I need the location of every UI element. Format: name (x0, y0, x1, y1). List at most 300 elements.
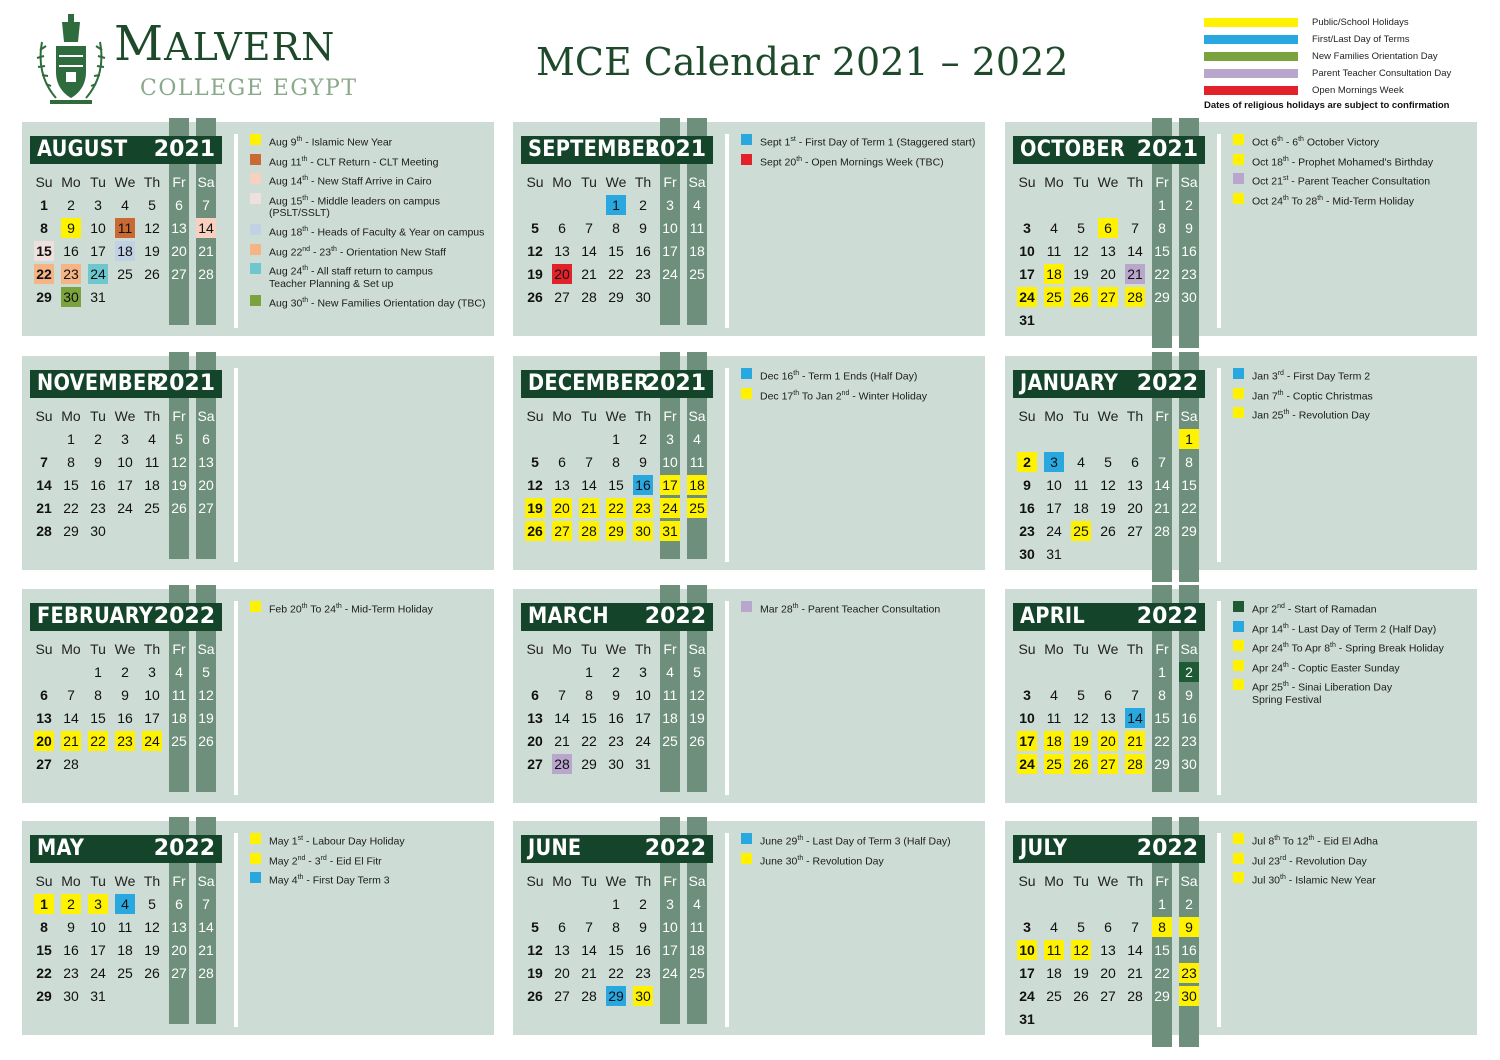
month-name: NOVEMBER (37, 371, 162, 396)
day-cell: 16 (90, 477, 106, 493)
day-cell: 27 (1098, 754, 1118, 774)
month-panel-july (1005, 821, 1477, 1035)
day-cell: 24 (142, 731, 162, 751)
weekday-label: Th (143, 174, 161, 190)
panel-divider (725, 601, 729, 795)
day-cell: 5 (1104, 454, 1112, 470)
day-cell: 1 (1158, 664, 1166, 680)
day-cell: 8 (40, 220, 48, 236)
weekday-label: Su (35, 408, 53, 424)
month-header (521, 603, 713, 631)
panel-divider (1217, 134, 1221, 328)
weekday-label: Mo (552, 873, 572, 889)
month-year: 2022 (1136, 836, 1198, 861)
weekday-label: Mo (61, 408, 81, 424)
day-cell: 28 (1154, 523, 1170, 539)
legend-swatch (1204, 69, 1298, 78)
day-cell: 14 (1127, 942, 1143, 958)
day-cell: 23 (63, 965, 79, 981)
day-cell: 30 (61, 287, 81, 307)
weekday-label: Su (526, 408, 544, 424)
event-text: Oct 24th To 28th - Mid-Term Holiday (1252, 194, 1415, 207)
weekday-label: We (114, 641, 136, 657)
day-cell: 2 (1185, 197, 1193, 213)
event-swatch (1233, 154, 1244, 165)
day-cell: 13 (554, 243, 570, 259)
day-cell: 23 (90, 500, 106, 516)
event-item (741, 388, 977, 403)
day-cell: 5 (1077, 919, 1085, 935)
day-cell: 31 (90, 289, 106, 305)
day-cell: 31 (90, 988, 106, 1004)
day-cell: 8 (612, 220, 620, 236)
day-cell: 11 (1046, 710, 1062, 726)
month-year: 2022 (1136, 604, 1198, 629)
legend-item (1204, 48, 1494, 65)
month-panel-november (22, 356, 494, 570)
day-cell: 26 (198, 733, 214, 749)
day-cell: 13 (1100, 942, 1116, 958)
day-cell: 21 (581, 266, 597, 282)
event-text: Oct 6th - 6th October Victory (1252, 136, 1380, 149)
weekday-label: Mo (1044, 873, 1064, 889)
month-header (521, 136, 713, 164)
day-cell: 19 (525, 498, 545, 518)
weekday-label: We (1097, 641, 1119, 657)
day-cell: 23 (1179, 963, 1199, 983)
event-item (1233, 601, 1469, 616)
day-cell: 18 (689, 942, 705, 958)
weekday-label: Sa (688, 873, 706, 889)
weekday-label: Mo (552, 174, 572, 190)
day-cell: 13 (171, 919, 187, 935)
weekday-label: Th (634, 873, 652, 889)
day-cell: 25 (1046, 988, 1062, 1004)
day-cell: 22 (88, 731, 108, 751)
event-item (1233, 640, 1469, 655)
day-cell: 10 (1017, 940, 1037, 960)
month-year: 2021 (644, 371, 706, 396)
day-cell: 20 (552, 498, 572, 518)
weekday-label: We (114, 408, 136, 424)
day-cell: 27 (198, 500, 214, 516)
day-cell: 3 (666, 431, 674, 447)
month-year: 2022 (644, 836, 706, 861)
day-cell: 9 (639, 220, 647, 236)
panel-divider (725, 833, 729, 1027)
day-cell: 11 (689, 220, 705, 236)
day-cell: 23 (115, 731, 135, 751)
day-cell: 17 (1019, 965, 1035, 981)
day-cell: 11 (171, 687, 187, 703)
day-cell: 19 (1073, 266, 1089, 282)
event-swatch (250, 244, 261, 255)
weekday-label: Mo (1044, 174, 1064, 190)
day-cell: 20 (1100, 965, 1116, 981)
day-cell: 21 (198, 942, 214, 958)
day-cell: 25 (171, 733, 187, 749)
event-swatch (250, 193, 261, 204)
day-cell: 18 (689, 243, 705, 259)
day-cell: 12 (527, 942, 543, 958)
day-cell: 6 (175, 197, 183, 213)
panel-divider (234, 134, 238, 328)
month-name: FEBRUARY (37, 604, 154, 629)
day-cell: 10 (1019, 710, 1035, 726)
day-cell: 9 (67, 919, 75, 935)
day-cell: 30 (1181, 289, 1197, 305)
day-cell: 22 (36, 965, 52, 981)
month-header (521, 370, 713, 398)
day-cell: 21 (36, 500, 52, 516)
day-cell: 7 (67, 687, 75, 703)
day-cell: 18 (144, 477, 160, 493)
day-cell: 9 (121, 687, 129, 703)
day-cell: 17 (144, 710, 160, 726)
day-cell: 29 (63, 523, 79, 539)
panel-divider (1217, 833, 1221, 1027)
event-list (250, 134, 486, 314)
weekday-label: Fr (663, 873, 677, 889)
weekday-label: Mo (1044, 641, 1064, 657)
month-header (521, 835, 713, 863)
legend-label: Public/School Holidays (1312, 17, 1409, 28)
day-cell: 22 (606, 498, 626, 518)
legend-item (1204, 31, 1494, 48)
day-cell: 20 (552, 264, 572, 284)
panel-divider (234, 601, 238, 795)
event-list (1233, 368, 1469, 427)
event-swatch (1233, 601, 1244, 612)
legend-item (1204, 14, 1494, 31)
day-cell: 13 (1127, 477, 1143, 493)
month-header (1013, 603, 1205, 631)
weekday-label: Sa (1180, 641, 1198, 657)
day-cell: 8 (1158, 687, 1166, 703)
day-cell: 20 (1127, 500, 1143, 516)
day-cell: 27 (554, 289, 570, 305)
day-cell: 24 (1017, 754, 1037, 774)
event-item (741, 601, 977, 616)
day-cell: 16 (63, 243, 79, 259)
day-cell: 1 (612, 431, 620, 447)
event-item (1233, 134, 1469, 149)
day-cell: 6 (202, 431, 210, 447)
day-cell: 10 (90, 919, 106, 935)
day-cell: 7 (585, 454, 593, 470)
event-item (1233, 388, 1469, 403)
event-item (741, 134, 977, 149)
day-cell: 17 (90, 942, 106, 958)
day-cell: 8 (612, 919, 620, 935)
day-cell: 15 (34, 241, 54, 261)
day-cell: 21 (581, 965, 597, 981)
day-cell: 24 (117, 500, 133, 516)
day-cell: 27 (1100, 988, 1116, 1004)
day-cell: 2 (67, 197, 75, 213)
day-cell: 14 (1154, 477, 1170, 493)
event-swatch (1233, 173, 1244, 184)
event-list (250, 833, 486, 892)
day-cell: 2 (61, 894, 81, 914)
legend-swatch (1204, 52, 1298, 61)
event-item (250, 244, 486, 259)
event-item (250, 193, 486, 220)
day-cell: 26 (1071, 287, 1091, 307)
weekday-label: Su (1018, 641, 1036, 657)
weekday-label: Sa (1180, 174, 1198, 190)
day-cell: 11 (662, 687, 678, 703)
event-swatch (1233, 640, 1244, 651)
day-cell: 19 (527, 965, 543, 981)
event-item (1233, 621, 1469, 636)
day-cell: 25 (689, 266, 705, 282)
day-cell: 9 (639, 454, 647, 470)
event-swatch (741, 833, 752, 844)
day-cell: 24 (1046, 523, 1062, 539)
event-swatch (1233, 853, 1244, 864)
weekday-label: We (114, 873, 136, 889)
event-text: Sept 1st - First Day of Term 1 (Staggered start) (760, 136, 976, 149)
day-cell: 7 (585, 220, 593, 236)
event-swatch (1233, 134, 1244, 145)
day-cell: 3 (121, 431, 129, 447)
weekday-label: Sa (197, 174, 215, 190)
day-cell: 3 (88, 894, 108, 914)
day-cell: 24 (662, 965, 678, 981)
day-cell: 16 (117, 710, 133, 726)
day-cell: 27 (171, 965, 187, 981)
event-swatch (250, 833, 261, 844)
day-cell: 4 (1077, 454, 1085, 470)
day-cell: 31 (1019, 312, 1035, 328)
month-name: SEPTEMBER (528, 137, 661, 162)
weekday-label: Sa (688, 641, 706, 657)
day-cell: 27 (171, 266, 187, 282)
day-cell: 3 (639, 664, 647, 680)
weekday-label: Tu (1073, 641, 1089, 657)
day-cell: 3 (666, 896, 674, 912)
panel-divider (1217, 368, 1221, 562)
legend-item (1204, 65, 1494, 82)
day-cell: 12 (144, 220, 160, 236)
day-cell: 1 (606, 195, 626, 215)
day-cell: 15 (1154, 942, 1170, 958)
event-text: Jan 3rd - First Day Term 2 (1252, 370, 1371, 383)
weekday-label: Sa (197, 408, 215, 424)
day-cell: 9 (1023, 477, 1031, 493)
weekday-label: Sa (688, 408, 706, 424)
day-cell: 20 (1098, 731, 1118, 751)
event-swatch (250, 134, 261, 145)
event-text: Jan 7th - Coptic Christmas (1252, 389, 1373, 402)
day-cell: 1 (612, 896, 620, 912)
event-item (741, 154, 977, 169)
weekday-label: Th (634, 174, 652, 190)
day-cell: 19 (144, 942, 160, 958)
month-name: OCTOBER (1020, 137, 1126, 162)
month-name: JANUARY (1020, 371, 1119, 396)
day-cell: 8 (40, 919, 48, 935)
day-cell: 25 (1071, 521, 1091, 541)
weekday-label: Tu (90, 873, 106, 889)
weekday-label: Th (1126, 408, 1144, 424)
day-cell: 12 (527, 477, 543, 493)
event-text: Feb 20th To 24th - Mid-Term Holiday (269, 603, 433, 616)
day-cell: 2 (639, 197, 647, 213)
weekday-label: Su (1018, 174, 1036, 190)
day-cell: 24 (90, 965, 106, 981)
day-cell: 10 (635, 687, 651, 703)
day-cell: 18 (1046, 965, 1062, 981)
legend (1204, 14, 1494, 111)
event-list (741, 833, 977, 872)
day-cell: 3 (1023, 919, 1031, 935)
day-cell: 16 (635, 942, 651, 958)
day-cell: 1 (34, 894, 54, 914)
day-cell: 4 (1050, 687, 1058, 703)
day-cell: 20 (1100, 266, 1116, 282)
day-cell: 23 (608, 733, 624, 749)
month-panel-june (513, 821, 985, 1035)
day-cell: 29 (36, 289, 52, 305)
weekday-label: Mo (1044, 408, 1064, 424)
event-swatch (250, 853, 261, 864)
panel-divider (725, 134, 729, 328)
day-cell: 13 (554, 477, 570, 493)
day-cell: 27 (552, 521, 572, 541)
day-cell: 28 (1125, 287, 1145, 307)
day-cell: 16 (1181, 243, 1197, 259)
day-cell: 22 (1154, 266, 1170, 282)
event-item (250, 154, 486, 169)
day-cell: 19 (1071, 731, 1091, 751)
event-text: May 1st - Labour Day Holiday (269, 835, 405, 848)
month-header (1013, 136, 1205, 164)
weekday-label: Fr (663, 641, 677, 657)
event-swatch (741, 853, 752, 864)
event-item (250, 134, 486, 149)
day-cell: 7 (202, 896, 210, 912)
day-cell: 6 (558, 454, 566, 470)
day-cell: 5 (148, 896, 156, 912)
day-cell: 22 (1154, 733, 1170, 749)
day-cell: 26 (527, 289, 543, 305)
legend-label: Parent Teacher Consultation Day (1312, 68, 1452, 79)
day-cell: 14 (581, 243, 597, 259)
event-item (250, 224, 486, 239)
day-cell: 5 (693, 664, 701, 680)
event-swatch (1233, 872, 1244, 883)
day-cell: 28 (198, 266, 214, 282)
weekday-label: Th (634, 641, 652, 657)
day-cell: 3 (94, 197, 102, 213)
event-swatch (1233, 833, 1244, 844)
event-list (1233, 134, 1469, 212)
month-name: JUNE (528, 836, 582, 861)
day-cell: 19 (527, 266, 543, 282)
day-cell: 8 (612, 454, 620, 470)
day-cell: 4 (1050, 220, 1058, 236)
day-cell: 5 (202, 664, 210, 680)
event-text: Aug 14th - New Staff Arrive in Cairo (269, 175, 432, 188)
event-swatch (250, 173, 261, 184)
day-cell: 29 (606, 986, 626, 1006)
panel-divider (234, 368, 238, 562)
event-text: Apr 24th To Apr 8th - Spring Break Holiday (1252, 642, 1444, 655)
weekday-label: We (605, 408, 627, 424)
day-cell: 15 (36, 942, 52, 958)
day-cell: 6 (1131, 454, 1139, 470)
event-item (1233, 193, 1469, 208)
event-swatch (250, 263, 261, 274)
weekday-label: Tu (90, 641, 106, 657)
event-text: Jul 23rd - Revolution Day (1252, 854, 1367, 867)
event-text: Oct 18th - Prophet Mohamed's Birthday (1252, 155, 1434, 168)
weekday-label: Mo (61, 174, 81, 190)
event-item (1233, 407, 1469, 422)
day-cell: 30 (1181, 756, 1197, 772)
weekday-label: Tu (581, 408, 597, 424)
day-cell: 24 (1019, 988, 1035, 1004)
event-text: Aug 22nd - 23th - Orientation New Staff (269, 245, 446, 258)
event-item (250, 872, 486, 887)
day-cell: 8 (585, 687, 593, 703)
day-cell: 23 (633, 498, 653, 518)
day-cell: 18 (115, 241, 135, 261)
event-swatch (741, 368, 752, 379)
day-cell: 30 (608, 756, 624, 772)
month-year: 2021 (1136, 137, 1198, 162)
crest-icon (36, 12, 106, 110)
day-cell: 20 (527, 733, 543, 749)
logo-subtitle: COLLEGE EGYPT (140, 76, 358, 101)
day-cell: 30 (635, 289, 651, 305)
weekday-label: Th (143, 641, 161, 657)
day-cell: 10 (1019, 243, 1035, 259)
month-name: DECEMBER (528, 371, 649, 396)
weekday-label: Sa (197, 873, 215, 889)
day-cell: 2 (1017, 452, 1037, 472)
day-cell: 2 (612, 664, 620, 680)
event-swatch (250, 872, 261, 883)
day-cell: 6 (40, 687, 48, 703)
weekday-label: Tu (1073, 174, 1089, 190)
day-cell: 17 (635, 710, 651, 726)
day-cell: 19 (1073, 965, 1089, 981)
legend-label: New Families Orientation Day (1312, 51, 1438, 62)
day-cell: 10 (1046, 477, 1062, 493)
event-list (741, 134, 977, 173)
day-cell: 5 (148, 197, 156, 213)
day-cell: 24 (1017, 287, 1037, 307)
event-list (741, 368, 977, 407)
day-cell: 27 (1098, 287, 1118, 307)
event-item (250, 263, 486, 290)
event-item (250, 173, 486, 188)
month-panel-january (1005, 356, 1477, 570)
day-cell: 22 (34, 264, 54, 284)
day-cell: 18 (662, 710, 678, 726)
event-text: Apr 14th - Last Day of Term 2 (Half Day) (1252, 622, 1437, 635)
month-name: JULY (1020, 836, 1068, 861)
day-cell: 26 (144, 266, 160, 282)
day-cell: 12 (171, 454, 187, 470)
event-swatch (1233, 621, 1244, 632)
day-cell: 11 (689, 454, 705, 470)
day-cell: 28 (63, 756, 79, 772)
day-cell: 29 (1154, 289, 1170, 305)
